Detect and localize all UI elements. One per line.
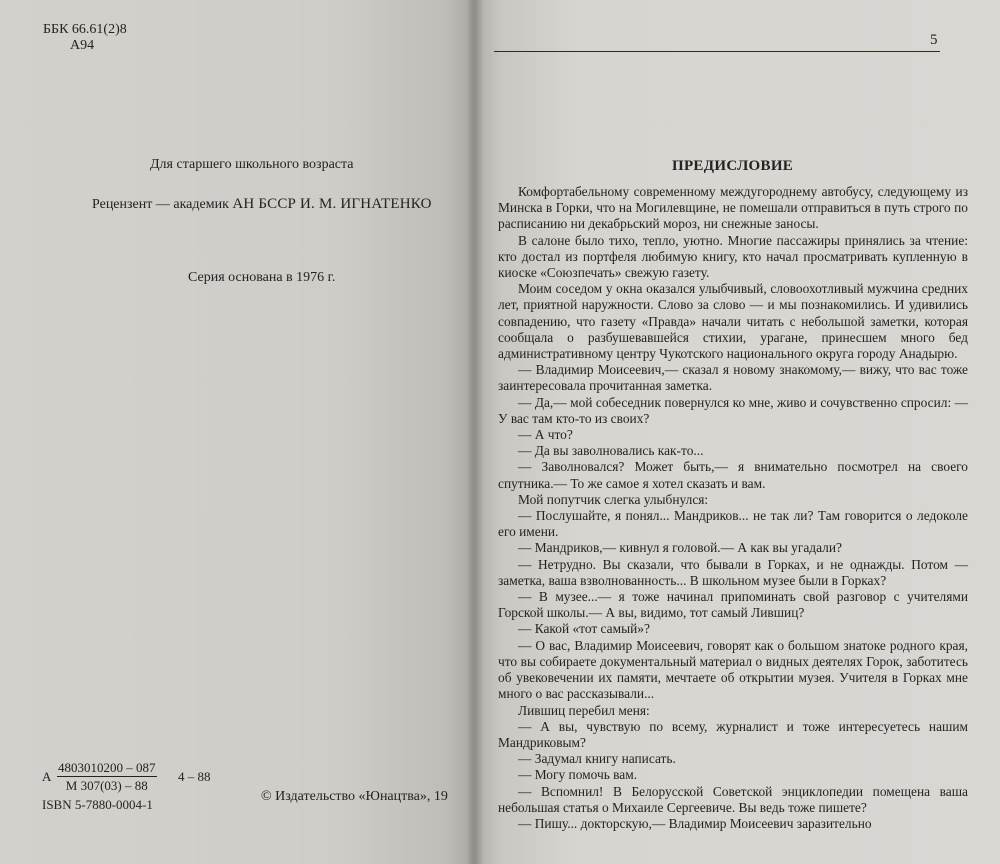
paragraph: — А вы, чувствую по всему, журналист и тоже интересуетесь нашим Мандриковым? bbox=[498, 718, 968, 750]
reviewer-name: АН БССР И. М. ИГНАТЕНКО bbox=[232, 196, 432, 212]
paragraph: — Могу помочь вам. bbox=[518, 767, 638, 783]
paragraph: — Мандриков,— кивнул я головой.— А как вы угадали? bbox=[518, 540, 842, 556]
header-rule bbox=[494, 51, 940, 52]
paragraph: — А что? bbox=[518, 427, 573, 443]
imprint-numerator: 4803010200 – 087 bbox=[58, 760, 156, 775]
paragraph: — Послушайте, я понял... Мандриков... не так ли? Там говорится о ледоколе его имени. bbox=[498, 508, 968, 540]
reviewer-prefix: Рецензент — академик bbox=[92, 197, 229, 212]
imprint-letter: А bbox=[42, 769, 52, 784]
paragraph: Комфортабельному современному междугороднему автобусу, следующему из Минска в Горки, что на Могилевщине, не помешали отправиться в путь строго по расписанию ни декабрьский мороз, ни снежные заносы. bbox=[498, 184, 968, 232]
age-note: Для старшего школьного возраста bbox=[150, 157, 354, 172]
bbk-code: ББК 66.61(2)8 bbox=[43, 22, 127, 37]
preface-heading: ПРЕДИСЛОВИЕ bbox=[672, 158, 794, 174]
left-page bbox=[0, 0, 474, 864]
paragraph: — Вспомнил! В Белорусской Советской энциклопедии помещена ваша небольшая статья о Михаиле Сергеевиче. Вы ведь тоже пишете? bbox=[498, 783, 968, 815]
isbn: ISBN 5-7880-0004-1 bbox=[42, 797, 153, 812]
imprint-fraction bbox=[57, 759, 157, 794]
paragraph: — Да вы заволновались как-то... bbox=[518, 443, 704, 459]
series-note: Серия основана в 1976 г. bbox=[188, 270, 336, 285]
imprint-code: 4 – 88 bbox=[178, 769, 211, 784]
paragraph: Мой попутчик слегка улыбнулся: bbox=[518, 491, 709, 507]
paragraph: Моим соседом у окна оказался улыбчивый, словоохотливый мужчина средних лет, приятной наружности. Слово за слово — и мы познакомились. И удивились совпадению, что газету «Правда» начали читать с небольшой заметки, которая сообщала о разбушевавшейся стихии, урагане, принесшем много бед административному центру Чукотского национального округа городу Анадырю. bbox=[498, 281, 968, 362]
publisher-line: © Издательство «Юнацтва», 19 bbox=[261, 789, 448, 804]
paragraph: — Пишу... докторскую,— Владимир Моисеевич заразительно bbox=[518, 815, 872, 831]
imprint-denominator: М 307(03) – 88 bbox=[65, 778, 148, 793]
author-code: А94 bbox=[70, 38, 95, 53]
paragraph: — Какой «тот самый»? bbox=[518, 621, 650, 637]
page-number: 5 bbox=[930, 32, 938, 48]
reviewer-line bbox=[92, 196, 432, 213]
preface-text bbox=[498, 184, 968, 832]
book-gutter bbox=[466, 0, 484, 864]
paragraph: — Задумал книгу написать. bbox=[518, 751, 676, 767]
paragraph: Лившиц перебил меня: bbox=[518, 702, 650, 718]
paragraph: — Нетрудно. Вы сказали, что бывали в Горках, и не однажды. Потом — заметка, ваша взволнованность... В школьном музее были в Горках? bbox=[498, 556, 968, 588]
paragraph: — Да,— мой собеседник повернулся ко мне, живо и сочувственно спросил: — У вас там кто-то из своих? bbox=[498, 394, 968, 426]
paragraph: — О вас, Владимир Моисеевич, говорят как о большом знатоке родного края, что вы собираете документальный материал о видных деятелях Горок, заботитесь об увековечении их памяти, мечтаете об открытии музея. Учителя в Горках мне много о вас рассказывали... bbox=[498, 637, 968, 702]
paragraph: — Владимир Моисеевич,— сказал я новому знакомому,— вижу, что вас тоже заинтересовала прочитанная заметка. bbox=[498, 362, 968, 394]
paragraph: В салоне было тихо, тепло, уютно. Многие пассажиры принялись за чтение: кто достал из портфеля любимую книгу, кто начал просматривать купленную в киоске «Союзпечать» свежую газету. bbox=[498, 232, 968, 281]
bbk-block bbox=[43, 22, 127, 54]
paragraph: — В музее...— я тоже начинал припоминать свой разговор с учителями Горской школы.— А вы, видимо, тот самый Лившиц? bbox=[498, 589, 968, 621]
imprint-block bbox=[42, 759, 242, 795]
paragraph: — Заволновался? Может быть,— я внимательно посмотрел на своего спутника.— То же самое я хотел сказать и вам. bbox=[498, 459, 968, 491]
